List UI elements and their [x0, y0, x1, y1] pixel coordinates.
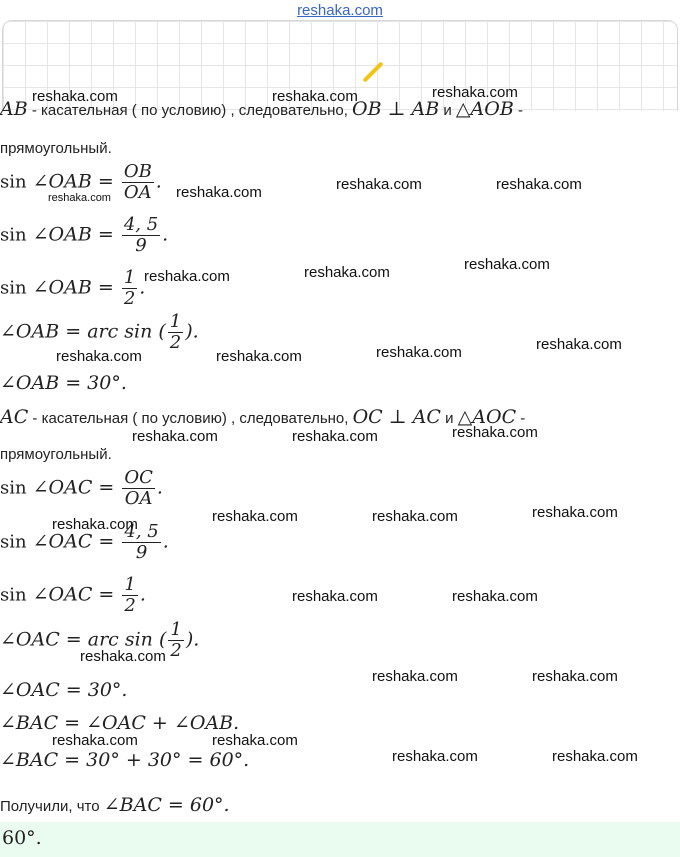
text-tangent: - касательная ( по условию) , следовательно, — [28, 410, 353, 427]
solution-line-9: прямоугольный. — [0, 446, 112, 463]
numerator: OB — [123, 161, 152, 182]
watermark: reshaka.com — [52, 732, 138, 749]
sin-fn: sin — [0, 584, 27, 606]
numerator: 4, 5 — [123, 214, 159, 235]
watermark: reshaka.com — [52, 516, 138, 533]
watermark: reshaka.com — [292, 428, 378, 445]
paren-open: ( — [152, 320, 166, 343]
angle-oab: ∠OAB = — [0, 320, 88, 343]
fraction-1-2 — [122, 268, 137, 309]
denominator: OA — [123, 181, 152, 203]
period: . — [155, 170, 162, 193]
fraction-1-2 — [168, 312, 183, 353]
watermark: reshaka.com — [48, 192, 111, 204]
solution-line-16: ∠BAC = 30° + 30° = 60°. — [0, 749, 250, 771]
fraction-oc-oa — [122, 468, 155, 509]
angle-oac: ∠OAC = — [26, 476, 121, 499]
denominator: 9 — [135, 541, 148, 563]
watermark: reshaka.com — [32, 88, 118, 105]
numerator: 1 — [123, 267, 136, 288]
paren-close: ). — [185, 320, 199, 343]
angle-oac: ∠OAC = — [26, 583, 121, 606]
math-triangle-aob: △AOB — [455, 98, 514, 120]
denominator: 2 — [124, 594, 136, 616]
math-ab: AB — [0, 98, 28, 120]
period: . — [139, 276, 146, 299]
sin-fn: sin — [0, 171, 27, 193]
watermark: reshaka.com — [372, 508, 458, 525]
watermark: reshaka.com — [452, 424, 538, 441]
math-triangle-aoc: △AOC — [457, 406, 517, 428]
solution-line-15: ∠BAC = ∠OAC + ∠OAB. — [0, 712, 240, 734]
watermark: reshaka.com — [336, 176, 422, 193]
angle-oab: ∠OAB = — [26, 223, 120, 246]
math-ob-perp-ab: OB ⊥ AB — [352, 98, 440, 120]
watermark: reshaka.com — [216, 348, 302, 365]
watermark: reshaka.com — [212, 732, 298, 749]
solution-line-5 — [0, 268, 145, 309]
angle-oac: ∠OAC = — [26, 530, 121, 553]
arcsin-fn: arc sin — [87, 320, 153, 343]
numerator: 1 — [124, 574, 136, 595]
solution-line-10 — [0, 468, 163, 509]
watermark: reshaka.com — [144, 268, 230, 285]
text-conclusion: Получили, что — [0, 798, 104, 815]
denominator: 9 — [135, 234, 147, 256]
solution-line-8 — [0, 406, 525, 428]
solution-line-14: ∠OAC = 30°. — [0, 679, 128, 701]
watermark: reshaka.com — [532, 668, 618, 685]
numerator: 1 — [170, 619, 182, 640]
math-bac-60: ∠BAC = 60°. — [103, 794, 230, 816]
solution-line-4 — [0, 215, 168, 256]
watermark: reshaka.com — [292, 588, 378, 605]
period: . — [156, 476, 163, 499]
solution-line-2: прямоугольный. — [0, 140, 112, 157]
denominator: 2 — [169, 331, 182, 353]
watermark: reshaka.com — [432, 84, 518, 101]
watermark: reshaka.com — [56, 348, 142, 365]
solution-line-7: ∠OAB = 30°. — [0, 372, 127, 394]
text-and: и — [439, 102, 456, 119]
watermark: reshaka.com — [532, 504, 618, 521]
answer-value: 60°. — [2, 827, 42, 849]
solution-conclusion — [0, 794, 230, 816]
denominator: 2 — [123, 287, 136, 309]
solution-line-6 — [0, 312, 199, 353]
fraction-1-2 — [168, 620, 183, 661]
watermark: reshaka.com — [376, 344, 462, 361]
sin-fn: sin — [0, 531, 27, 553]
fraction-45-9 — [122, 215, 160, 256]
math-ac: AC — [0, 406, 29, 428]
sin-fn: sin — [0, 277, 27, 299]
text-tangent: - касательная ( по условию) , следовательно, — [27, 102, 353, 119]
watermark: reshaka.com — [212, 508, 298, 525]
watermark: reshaka.com — [452, 588, 538, 605]
watermark: reshaka.com — [272, 88, 358, 105]
watermark: reshaka.com — [392, 748, 478, 765]
text-and: и — [440, 410, 458, 427]
period: . — [162, 530, 169, 553]
period: . — [139, 583, 146, 606]
fraction-1-2 — [122, 575, 137, 616]
period: . — [162, 223, 169, 246]
text-dash: - — [516, 410, 526, 427]
paren-open: ( — [152, 628, 167, 651]
sin-fn: sin — [0, 477, 27, 499]
numerator: 1 — [169, 311, 182, 332]
angle-oab: ∠OAB = — [26, 276, 120, 299]
denominator: OA — [124, 487, 153, 509]
watermark: reshaka.com — [304, 264, 390, 281]
denominator: 2 — [170, 639, 182, 661]
solution-line-12 — [0, 575, 146, 616]
watermark: reshaka.com — [496, 176, 582, 193]
watermark: reshaka.com — [132, 428, 218, 445]
paren-close: ). — [185, 628, 200, 651]
arcsin-fn: arc sin — [87, 628, 153, 651]
solution-line-13: ∠OAC = arc sin ( $\frac{1}{2}$ ). — [0, 619, 200, 661]
watermark: reshaka.com — [80, 648, 166, 665]
numerator: OC — [124, 467, 153, 488]
fraction-ob-oa — [122, 162, 154, 203]
text-dash: - — [513, 102, 523, 119]
watermark: reshaka.com — [464, 256, 550, 273]
site-title-link[interactable]: reshaka.com — [297, 2, 383, 19]
watermark: reshaka.com — [536, 336, 622, 353]
sin-fn: sin — [0, 224, 27, 246]
angle-oab: ∠OAB = — [26, 170, 120, 193]
answer-box — [0, 822, 680, 857]
watermark: reshaka.com — [176, 184, 262, 201]
watermark: reshaka.com — [552, 748, 638, 765]
numerator: 4, 5 — [124, 521, 159, 542]
math-oc-perp-ac: OC ⊥ AC — [352, 406, 441, 428]
watermark: reshaka.com — [372, 668, 458, 685]
